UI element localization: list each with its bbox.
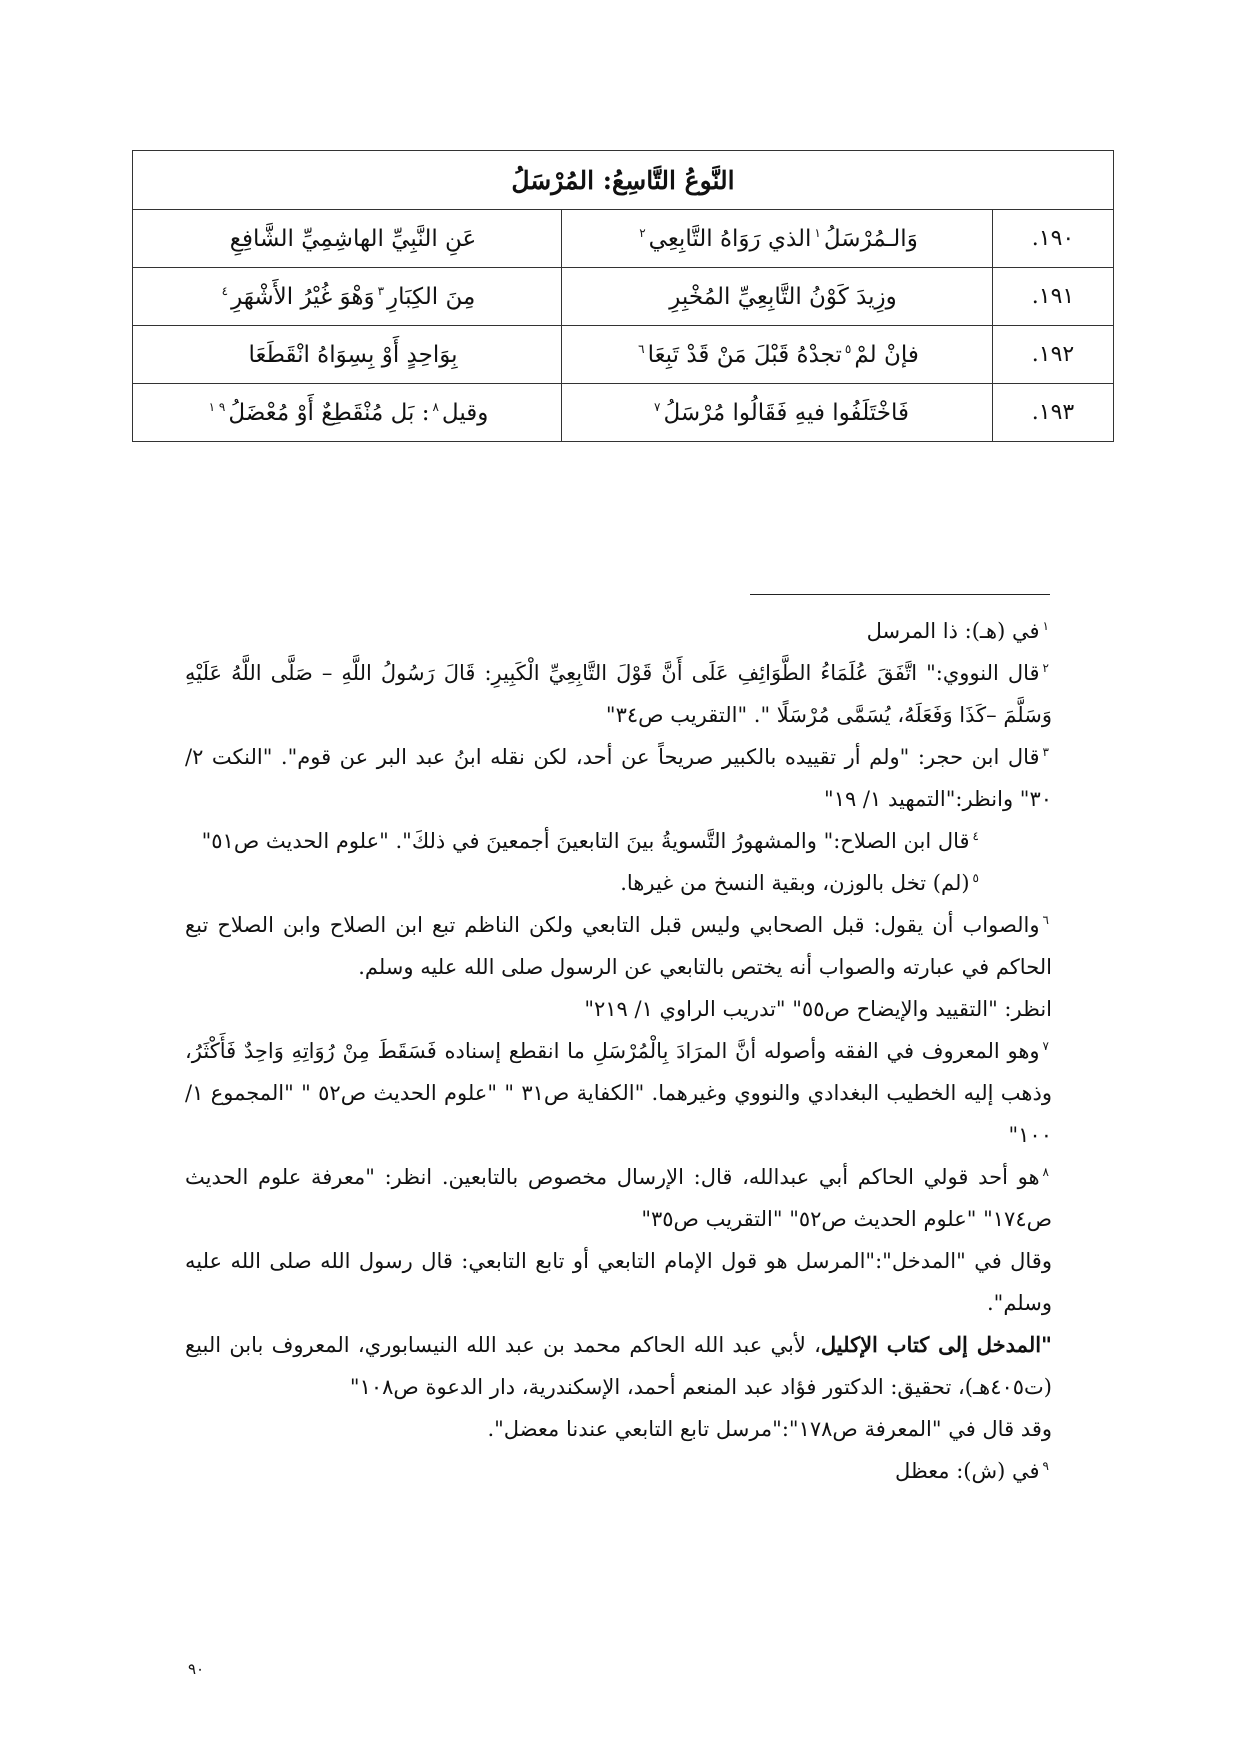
footnote-ref[interactable]: ٤ (221, 283, 229, 298)
footnote-mark: ١ (1042, 619, 1049, 633)
footnote-mark: ٧ (1042, 1039, 1049, 1053)
verse-second-hemistich: عَنِ النَّبِيِّ الهاشِمِيِّ الشَّافِعِ (133, 210, 562, 268)
footnote-continuation: وقال في "المدخل":"المرسل هو قول الإمام التابعي أو تابع التابعي: قال رسول الله صلى الله عليه وسلم". (185, 1249, 1052, 1315)
footnote-mark: ٣ (1042, 745, 1049, 759)
title-row (133, 151, 1114, 210)
verse-number: ١٩٠. (993, 210, 1114, 268)
footnote: $^٨$هو أحد قولي الحاكم أبي عبدالله، قال: الإرسال مخصوص بالتابعين. انظر: "معرفة علوم الحديث ص١٧٤" "علوم الحديث ص٥٢" "التقريب ص٣٥" (185, 1165, 1052, 1231)
verse-first-hemistich: فإنْ لمْ$^٥$تجدْهُ قَبْلَ مَنْ قَدْ تَبِعَا$^٦$ (562, 326, 993, 384)
footnote-continuation: "المدخل إلى كتاب الإكليل، لأبي عبد الله الحاكم محمد بن عبد الله النيسابوري، المعروف بابن البيع (ت٤٠٥هـ)، تحقيق: الدكتور فؤاد عبد المنعم أحمد، الإسكندرية، دار الدعوة ص١٠٨" (185, 1332, 1052, 1399)
footnote-separator (750, 594, 1050, 595)
footnote-mark: ٢ (1042, 661, 1049, 675)
verse-number: ١٩٢. (993, 326, 1114, 384)
footnote-ref[interactable]: ٥ (844, 341, 852, 356)
verse-first-hemistich: وَالـمُرْسَلُ$^١$الذي رَوَاهُ التَّابِعِي$^٢$ (562, 210, 993, 268)
footnote-mark: ٨ (1042, 1165, 1049, 1179)
footnote-mark: ٤ (972, 829, 979, 843)
footnote-ref[interactable]: ٢ (639, 225, 646, 240)
footnote-mark: ٥ (972, 871, 979, 885)
footnote: $^٩$في (ش): معظل (895, 1459, 1049, 1483)
footnotes (185, 610, 1052, 1492)
footnote: $^٥$(لم) تخل بالوزن، وبقية النسخ من غيرها. (620, 871, 979, 895)
verse-row (133, 210, 1114, 268)
verse-first-hemistich: وزِيدَ كَوْنُ التَّابِعِيِّ المُخْبِرِ (562, 268, 993, 326)
verse-row (133, 384, 1114, 442)
footnote-mark: ٩ (1042, 1459, 1049, 1473)
verse-row (133, 326, 1114, 384)
footnote-continuation: انظر: "التقييد والإيضاح ص٥٥" "تدريب الراوي ١/ ٢١٩" (584, 997, 1052, 1021)
footnote: $^٣$قال ابن حجر: "ولم أر تقييده بالكبير صريحاً عن أحد، لكن نقله ابنُ عبد البر عن قوم". "النكت ٢/ ٣٠" وانظر:"التمهيد ١/ ١٩" (185, 745, 1052, 811)
footnote-ref[interactable]: ٧ (654, 399, 661, 414)
footnote-ref[interactable]: ٩ ١ (208, 399, 226, 414)
verse-table (132, 150, 1114, 442)
footnote: $^٤$قال ابن الصلاح:" والمشهورُ التَّسويةُ بينَ التابعينَ أجمعينَ في ذلكَ". "علوم الحديث ص٥١" (201, 829, 979, 853)
book-title: "المدخل إلى كتاب الإكليل (820, 1332, 1052, 1357)
footnote-ref[interactable]: ٨ (432, 399, 439, 414)
verse-number: ١٩١. (993, 268, 1114, 326)
footnote: $^٧$وهو المعروف في الفقه وأصوله أنَّ المرَادَ بِالْمُرْسَلِ ما انقطع إسناده فَسَقَطَ مِنْ رُوَاتِهِ وَاحِدٌ فَأَكْثَرُ، وذهب إليه الخطيب البغدادي والنووي وغيرهما. "الكفاية ص٣١ " "علوم الحديث ص٥٢ " "المجموع ١/ ١٠٠" (185, 1039, 1052, 1147)
footnote-mark: ٦ (1042, 913, 1049, 927)
footnote-continuation: وقد قال في "المعرفة ص١٧٨":"مرسل تابع التابعي عندنا معضل". (487, 1417, 1052, 1441)
footnote: $^٦$والصواب أن يقول: قبل الصحابي وليس قبل التابعي ولكن الناظم تبع ابن الصلاح وابن الصلاح تبع الحاكم في عبارته والصواب أنه يختص بالتابعي عن الرسول صلى الله عليه وسلم. (185, 913, 1052, 979)
verse-second-hemistich: وقيل$^٨$: بَل مُنْقَطِعٌ أَوْ مُعْضَلُ$^{٩ ١}$ (133, 384, 562, 442)
verse-second-hemistich: مِنَ الكِبَارِ$^٣$وَهْوَ غُيْرُ الأَشْهَرِ$^٤$ (133, 268, 562, 326)
verse-number: ١٩٣. (993, 384, 1114, 442)
verse-first-hemistich: فَاخْتَلَفُوا فيهِ فَقَالُوا مُرْسَلُ$^٧$ (562, 384, 993, 442)
footnote: $^١$في (هـ): ذا المرسل (866, 619, 1049, 643)
verse-row (133, 268, 1114, 326)
footnote-ref[interactable]: ١ (814, 225, 821, 240)
verse-second-hemistich: بِوَاحِدٍ أَوْ بِسِوَاهُ انْقَطَعَا (133, 326, 562, 384)
footnote: $^٢$قال النووي:" اتَّفَقَ عُلَمَاءُ الطَّوَائِفِ عَلَى أَنَّ قَوْلَ التَّابِعِيِّ الْكَبِيرِ: قَالَ رَسُولُ اللَّهِ – صَلَّى اللَّهُ عَلَيْهِ وَسَلَّمَ –كَذَا وَفَعَلَهُ، يُسَمَّى مُرْسَلًا ". "التقريب ص٣٤" (185, 661, 1052, 727)
footnote-ref[interactable]: ٦ (638, 341, 645, 356)
page-number: ٩٠ (188, 1660, 205, 1678)
footnote-ref[interactable]: ٣ (377, 283, 385, 298)
section-title: النَّوعُ التَّاسِعُ: المُرْسَلُ (133, 151, 1114, 210)
